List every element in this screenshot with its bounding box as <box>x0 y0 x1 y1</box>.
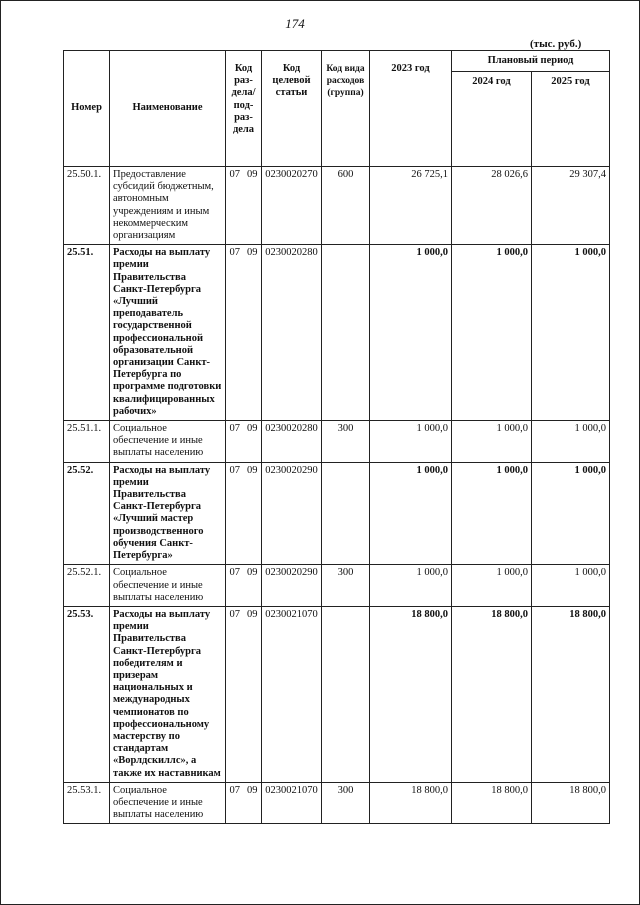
row-2025: 1 000,0 <box>532 421 610 463</box>
row-expense: 300 <box>322 782 370 824</box>
row-subsection-code: 09 <box>247 567 258 579</box>
header-expense: Код вида расходов (группа) <box>322 51 370 167</box>
row-2023: 1 000,0 <box>370 245 452 421</box>
row-section-code: 07 <box>229 567 240 579</box>
row-2024: 1 000,0 <box>452 565 532 607</box>
row-expense <box>322 606 370 782</box>
row-2024: 18 800,0 <box>452 782 532 824</box>
header-section: Код раз-дела/ под-раз-дела <box>226 51 262 167</box>
row-2024: 18 800,0 <box>452 606 532 782</box>
row-target: 0230020270 <box>262 167 322 245</box>
row-expense: 300 <box>322 565 370 607</box>
row-subsection-code: 09 <box>247 423 258 435</box>
table-row <box>64 167 610 245</box>
row-subsection-code: 09 <box>247 169 258 180</box>
table-body <box>64 167 610 824</box>
row-section <box>226 421 262 463</box>
row-2023: 1 000,0 <box>370 565 452 607</box>
row-name: Предоставление субсидий бюджетным, автономным учреждениям и иным некоммерческим организациям <box>110 167 226 245</box>
row-section-code: 07 <box>229 247 240 259</box>
row-name: Расходы на выплату премии Правительства Санкт-Петербурга победителям и призерам национальных и международных чемпионатов по профессиональному мастерству по стандартам «Ворлдскиллс», а также их наставникам <box>110 606 226 782</box>
row-2023: 1 000,0 <box>370 421 452 463</box>
row-subsection-code: 09 <box>247 464 258 476</box>
row-section <box>226 606 262 782</box>
row-section <box>226 462 262 565</box>
row-section <box>226 167 262 245</box>
row-2025: 18 800,0 <box>532 782 610 824</box>
row-2023: 26 725,1 <box>370 167 452 245</box>
table-row <box>64 565 610 607</box>
row-section <box>226 565 262 607</box>
row-section-code: 07 <box>229 784 240 796</box>
row-number: 25.53.1. <box>64 782 110 824</box>
row-2025: 1 000,0 <box>532 565 610 607</box>
row-2024: 1 000,0 <box>452 245 532 421</box>
row-target: 0230020280 <box>262 245 322 421</box>
row-section <box>226 782 262 824</box>
row-2025: 18 800,0 <box>532 606 610 782</box>
table-row <box>64 245 610 421</box>
row-2025: 29 307,4 <box>532 167 610 245</box>
header-planned: Плановый период <box>452 51 610 72</box>
row-2023: 18 800,0 <box>370 606 452 782</box>
row-subsection-code: 09 <box>247 247 258 259</box>
row-subsection-code: 09 <box>247 784 258 796</box>
row-name: Расходы на выплату премии Правительства Санкт-Петербурга «Лучший преподаватель государственной профессиональной образовательной организации Санкт-Петербурга по программе подготовки квалифицированных рабочих» <box>110 245 226 421</box>
row-expense: 300 <box>322 421 370 463</box>
row-name: Социальное обеспечение и иные выплаты населению <box>110 782 226 824</box>
row-2024: 1 000,0 <box>452 462 532 565</box>
header-2025: 2025 год <box>532 72 610 167</box>
row-section <box>226 245 262 421</box>
table-row <box>64 462 610 565</box>
row-name: Расходы на выплату премии Правительства Санкт-Петербурга «Лучший мастер производственного обучения Санкт-Петербурга» <box>110 462 226 565</box>
row-target: 0230021070 <box>262 782 322 824</box>
row-expense <box>322 245 370 421</box>
row-number: 25.51. <box>64 245 110 421</box>
header-target: Код целевой статьи <box>262 51 322 167</box>
header-2024: 2024 год <box>452 72 532 167</box>
row-section-code: 07 <box>229 169 240 180</box>
row-target: 0230021070 <box>262 606 322 782</box>
row-section-code: 07 <box>229 423 240 435</box>
row-2025: 1 000,0 <box>532 462 610 565</box>
row-name: Социальное обеспечение и иные выплаты населению <box>110 565 226 607</box>
row-target: 0230020280 <box>262 421 322 463</box>
row-section-code: 07 <box>229 608 240 620</box>
page-number: 174 <box>285 16 305 31</box>
row-2024: 28 026,6 <box>452 167 532 245</box>
row-2025: 1 000,0 <box>532 245 610 421</box>
row-target: 0230020290 <box>262 565 322 607</box>
header-number: Номер <box>64 51 110 167</box>
row-number: 25.53. <box>64 606 110 782</box>
row-section-code: 07 <box>229 464 240 476</box>
row-number: 25.51.1. <box>64 421 110 463</box>
row-2024: 1 000,0 <box>452 421 532 463</box>
row-subsection-code: 09 <box>247 608 258 620</box>
header-2023: 2023 год <box>370 51 452 167</box>
table-row <box>64 606 610 782</box>
units-label: (тыс. руб.) <box>530 38 582 50</box>
row-2023: 18 800,0 <box>370 782 452 824</box>
table-row <box>64 421 610 463</box>
row-target: 0230020290 <box>262 462 322 565</box>
row-number: 25.52.1. <box>64 565 110 607</box>
row-2023: 1 000,0 <box>370 462 452 565</box>
header-name: Наименование <box>110 51 226 167</box>
table-row <box>64 782 610 824</box>
row-expense <box>322 462 370 565</box>
row-expense: 600 <box>322 167 370 245</box>
row-name: Социальное обеспечение и иные выплаты населению <box>110 421 226 463</box>
budget-table <box>63 50 610 824</box>
row-number: 25.50.1. <box>64 167 110 245</box>
row-number: 25.52. <box>64 462 110 565</box>
